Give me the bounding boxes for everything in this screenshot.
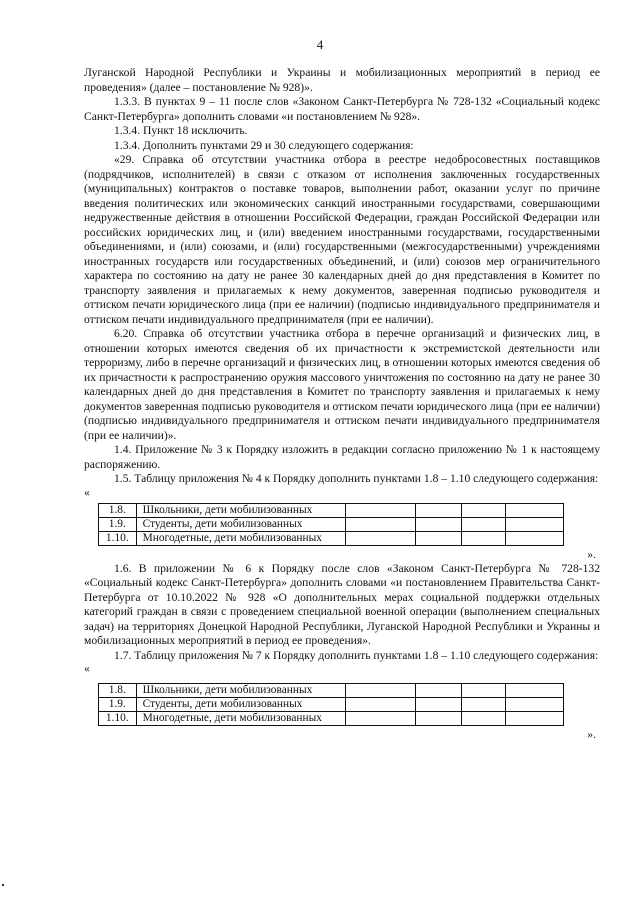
- quote-close-1: ».: [587, 547, 596, 561]
- paragraph-1-3-4-exclude: 1.3.4. Пункт 18 исключить.: [114, 124, 248, 137]
- row-category: Студенты, дети мобилизованных: [136, 517, 346, 531]
- table-row: [99, 698, 564, 712]
- table-row: [99, 684, 564, 698]
- paragraph-item-29: «29. Справка об отсутствии участника отбора в реестре недобросовестных поставщиков (подрядчиков, исполнителей) в связи с отказом от исполнения заключенных государственных (муниципальных) контрактов о поставке товаров, выполнении работ, оказании услуг по причине введения политических или экономических санкций иностранными государствами, совершающими недружественные действия в отношении Российской Федерации, граждан Российской Федерации или российских юридических лиц, и (или) введением иностранными государствами, государственными объединениями, и (или) союзами, и (или) государственными (межгосударственными) учреждениями иностранных государств или государственных объединений, и (или) союзов мер ограничительного характера по состоянию на дату не ранее 30 календарных дней до дня представления в Комитет по транспорту заявления и прилагаемых к нему документов, заверенная подписью руководителя и оттиском печати юридического лица (при ее наличии) (подписью индивидуального предпринимателя и оттиском печати индивидуального предпринимателя (при ее наличии).: [84, 153, 600, 326]
- paragraph-1-3-3: 1.3.3. В пунктах 9 – 11 после слов «Законом Санкт-Петербурга № 728-132 «Социальный кодекс Санкт-Петербурга» дополнить словами «и постановлением № 928».: [84, 95, 600, 123]
- paragraph-1-5: 1.5. Таблицу приложения № 4 к Порядку дополнить пунктами 1.8 – 1.10 следующего содержания:: [114, 472, 599, 485]
- row-number: 1.8.: [99, 503, 137, 517]
- table-row: [99, 531, 564, 545]
- table-row: [99, 517, 564, 531]
- quote-open-2: «: [84, 662, 90, 675]
- row-category: Многодетные, дети мобилизованных: [136, 531, 346, 545]
- document-body: [84, 66, 600, 742]
- row-number: 1.10.: [99, 712, 137, 726]
- table-row: [99, 712, 564, 726]
- table-row: [99, 503, 564, 517]
- row-category: Многодетные, дети мобилизованных: [136, 712, 346, 726]
- table-appendix-7: [98, 683, 564, 726]
- quote-close-2: ».: [587, 728, 596, 741]
- paragraph-1-6: 1.6. В приложении № 6 к Порядку после слов «Законом Санкт-Петербурга № 728-132 «Социальный кодекс Санкт-Петербурга» дополнить словами «и постановлением Правительства Санкт-Петербурга от 10.10.2022 № 928 «О дополнительных мерах социальной поддержки отдельных категорий граждан в связи с проведением специальной военной операции (выполнением специальных задач) на территориях Донецкой Народной Республики, Луганской Народной Республики и Украины и мобилизационных мероприятий в период ее проведения».: [84, 561, 600, 647]
- paragraph-1-4: 1.4. Приложение № 3 к Порядку изложить в редакции согласно приложению № 1 к настоящему распоряжению.: [84, 443, 600, 471]
- row-category: Школьники, дети мобилизованных: [136, 503, 346, 517]
- quote-open-1: «: [84, 485, 90, 499]
- table-appendix-4: [98, 503, 564, 546]
- row-number: 1.9.: [99, 517, 137, 531]
- row-number: 1.9.: [99, 698, 137, 712]
- scan-speck: [2, 884, 4, 886]
- paragraph-item-6-20: 6.20. Справка об отсутствии участника отбора в перечне организаций и физических лиц, в отношении которых имеются сведения об их причастности к экстремистской деятельности или терроризму, либо в перечне организаций и физических лиц, в отношении которых имеются сведения об их причастности к распространению оружия массового уничтожения по состоянию на дату не ранее 30 календарных дней до дня представления в Комитет по транспорту заявления и прилагаемых к нему документов заверенная подписью руководителя и оттиском печати юридического лица (при ее наличии) (подписью индивидуального предпринимателя и оттиском печати индивидуального предпринимателя (при ее наличии)».: [84, 327, 600, 442]
- row-category: Студенты, дети мобилизованных: [136, 698, 346, 712]
- paragraph-continuation: Луганской Народной Республики и Украины и мобилизационных мероприятий в период ее проведения» (далее – постановление № 928)».: [84, 66, 600, 94]
- row-category: Школьники, дети мобилизованных: [136, 684, 346, 698]
- paragraph-1-7: 1.7. Таблицу приложения № 7 к Порядку дополнить пунктами 1.8 – 1.10 следующего содержания:: [114, 648, 599, 662]
- row-number: 1.10.: [99, 531, 137, 545]
- paragraph-1-3-4-add: 1.3.4. Дополнить пунктами 29 и 30 следующего содержания:: [114, 138, 414, 152]
- row-number: 1.8.: [99, 684, 137, 698]
- page-number: 4: [316, 37, 324, 52]
